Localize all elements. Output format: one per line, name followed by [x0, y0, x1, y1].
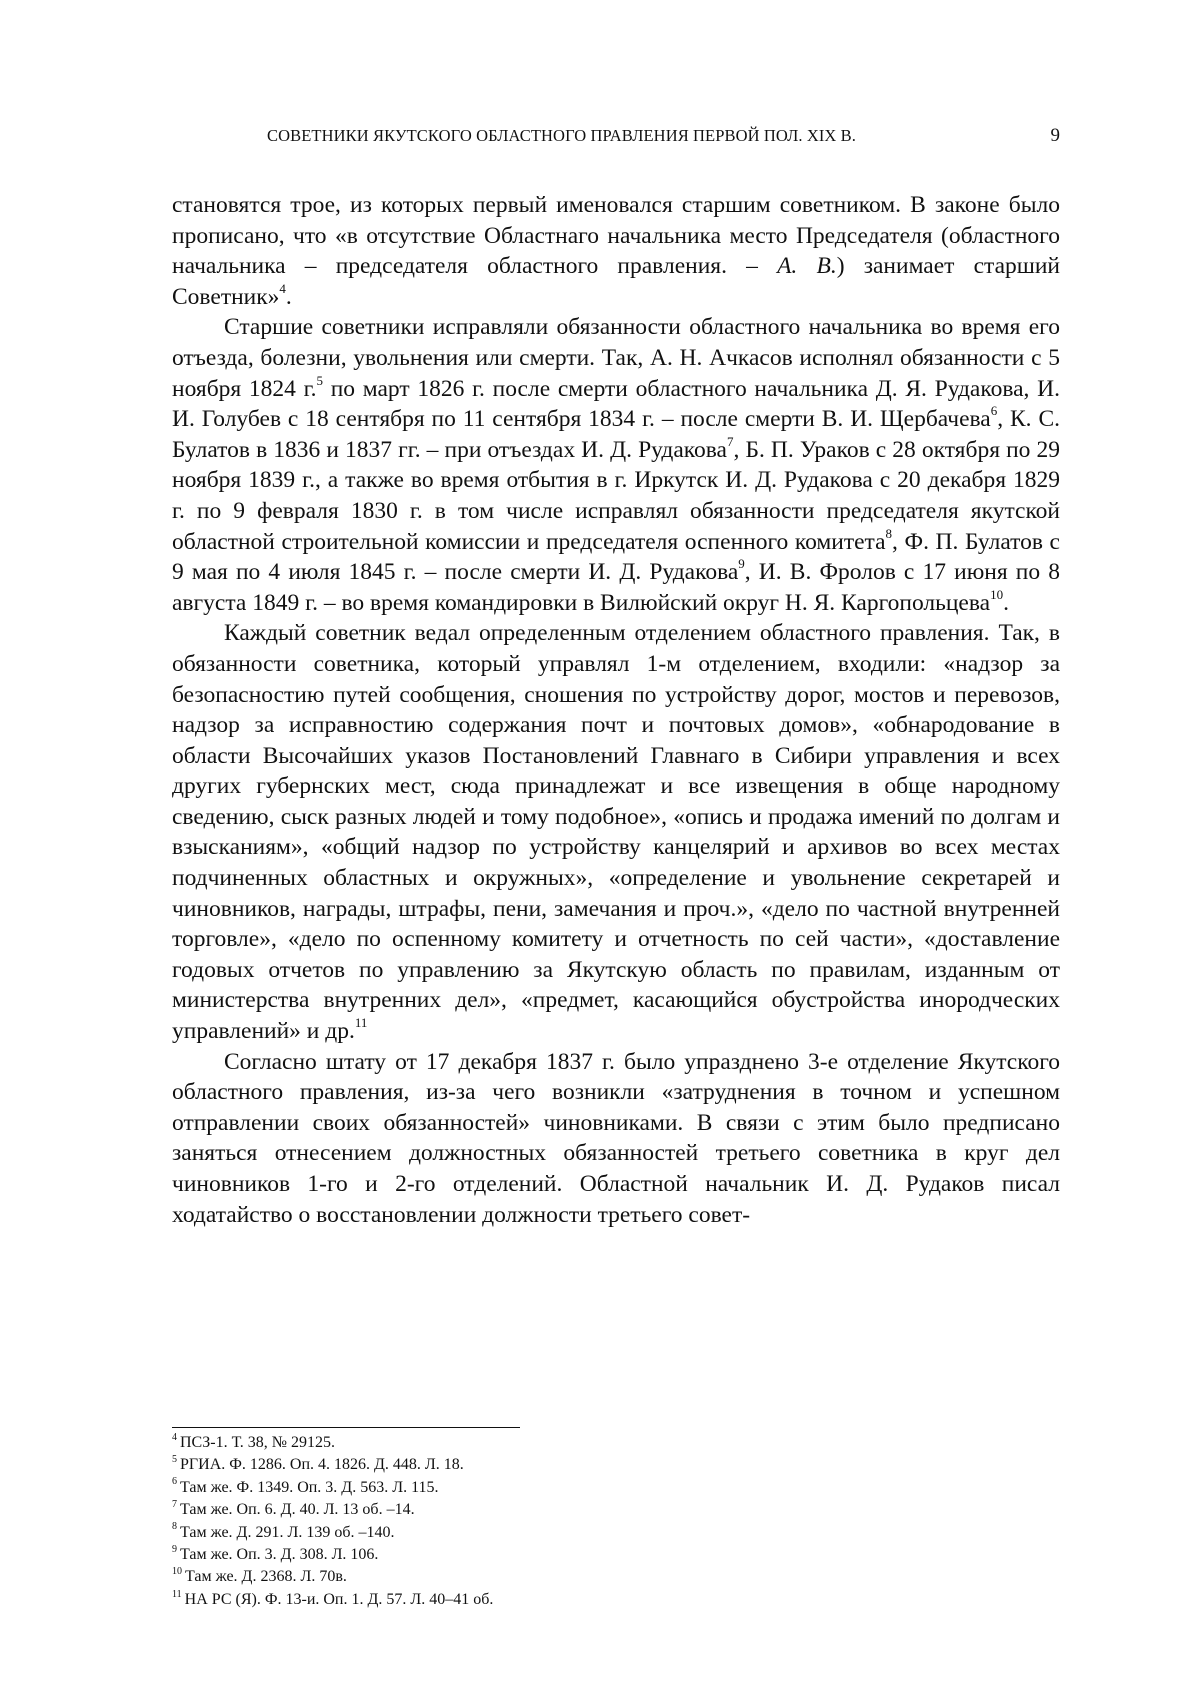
text-run: . [1003, 590, 1009, 616]
footnote-text: Там же. Оп. 3. Д. 308. Л. 106. [180, 1546, 378, 1563]
text-run: , Ф. П. Булатов с 9 мая по 4 июля 1845 г. – после смерти И. Д. Рудакова [172, 529, 1060, 586]
footnote-text: Там же. Оп. 6. Д. 40. Л. 13 об. –14. [180, 1501, 415, 1518]
document-page [0, 0, 1200, 1705]
text-run: Каждый советник ведал определенным отделением областного правления. Так, в обязанности советника, который управлял 1-м отделением, входили: «надзор за безопасностию путей сообщения, сношения по устройству дорог, мостов и перевозов, надзор за исправностию содержания почт и почтовых домов», «обнародование в области Высочайших указов Постановлений Главнаго в Сибири управления и всех других губернских мест, сюда принадлежат и все извещения в обще народному сведению, сыск разных людей и тому подобное», «опись и продажа имений по долгам и взысканиям», «общий надзор по устройству канцелярий и архивов во всех местах подчиненных областных и окружных», «определение и увольнение секретарей и чиновников, награды, штрафы, пени, замечания и проч.», «дело по частной внутренней торговле», «дело по оспенному комитету и отчетность по сей части», «доставление годовых отчетов по управлению за Якутскую область по правилам, изданным от министерства внутренних дел», «предмет, касающийся обустройства инородческих управлений» и др. [172, 620, 1060, 1044]
footnote-number: 6 [172, 1476, 177, 1487]
footnote-text: НА РС (Я). Ф. 13-и. Оп. 1. Д. 57. Л. 40–41 об. [185, 1591, 494, 1608]
footnote-number: 7 [172, 1499, 177, 1510]
footnote-text: РГИА. Ф. 1286. Оп. 4. 1826. Д. 448. Л. 18. [180, 1456, 464, 1473]
running-title: СОВЕТНИКИ ЯКУТСКОГО ОБЛАСТНОГО ПРАВЛЕНИЯ ПЕРВОЙ ПОЛ. XIX В. [267, 124, 856, 148]
footnote-5 [172, 1454, 1060, 1476]
paragraph-3 [172, 618, 1060, 1046]
paragraph-4 [172, 1047, 1060, 1231]
footnote-number: 11 [172, 1589, 182, 1600]
page-number: 9 [1051, 124, 1061, 148]
footnotes [172, 1432, 1060, 1611]
footnote-6 [172, 1477, 1060, 1499]
text-run: . [286, 284, 292, 310]
running-head [172, 124, 1060, 148]
text-run: , И. В. Фролов с 17 июня по 8 августа 1849 г. – во время командировки в Вилюйский округ Н. Я. Каргопольцева [172, 559, 1060, 616]
text-run: Старшие советники исправляли обязанности областного начальника во время его отъезда, болезни, увольнения или смерти. Так, А. Н. Ачкасов исполнял обязанности с 5 ноября 1824 г. [172, 314, 1060, 401]
text-run: по март 1826 г. после смерти областного начальника Д. Я. Рудакова, И. И. Голубев с 18 сентября по 11 сентября 1834 г. – после смерти В. И. Щербачева [172, 376, 1060, 433]
footnote-ref-6[interactable]: 6 [991, 403, 998, 418]
footnote-ref-4[interactable]: 4 [279, 281, 286, 296]
footnote-7 [172, 1499, 1060, 1521]
footnote-number: 4 [172, 1432, 177, 1443]
footnote-11 [172, 1589, 1060, 1611]
footnote-number: 10 [172, 1566, 182, 1577]
footnote-ref-5[interactable]: 5 [317, 373, 324, 388]
footnote-text: Там же. Д. 291. Л. 139 об. –140. [180, 1524, 394, 1541]
footnote-number: 9 [172, 1544, 177, 1555]
footnote-text: Там же. Ф. 1349. Оп. 3. Д. 563. Л. 115. [180, 1479, 438, 1496]
paragraph-2 [172, 312, 1060, 618]
footnote-8 [172, 1522, 1060, 1544]
footnote-ref-11[interactable]: 11 [355, 1015, 368, 1030]
main-text [172, 190, 1060, 1230]
footnote-10 [172, 1566, 1060, 1588]
text-run: Согласно штату от 17 декабря 1837 г. было упразднено 3-е отделение Якутского областного правления, из-за чего возникли «затруднения в точном и успешном отправлении своих обязанностей» чиновниками. В связи с этим было предписано заняться отнесением должностных обязанностей третьего советника в круг дел чиновников 1-го и 2-го отделений. Областной начальник И. Д. Рудаков писал ходатайство о восстановлении должности третьего совет- [172, 1049, 1060, 1228]
footnote-ref-9[interactable]: 9 [738, 556, 745, 571]
paragraph-1 [172, 190, 1060, 312]
footnote-separator [172, 1427, 520, 1428]
footnote-text: Там же. Д. 2368. Л. 70в. [185, 1568, 347, 1585]
text-run: , К. С. Булатов в 1836 и 1837 гг. – при отъездах И. Д. Рудакова [172, 406, 1060, 463]
footnote-ref-8[interactable]: 8 [886, 526, 893, 541]
footnote-4 [172, 1432, 1060, 1454]
author-initials: А. В. [777, 253, 837, 279]
footnote-9 [172, 1544, 1060, 1566]
text-run: ) занимает старший Советник» [172, 253, 1060, 310]
footnote-ref-10[interactable]: 10 [990, 587, 1003, 602]
footnote-text: ПСЗ-1. Т. 38, № 29125. [180, 1434, 335, 1451]
text-run: , Б. П. Ураков с 28 октября по 29 ноября 1839 г., а также во время отбытия в г. Иркутск И. Д. Рудакова с 20 декабря 1829 г. по 9 февраля 1830 г. в том числе исправлял обязанности председателя якутской областной строительной комиссии и председателя оспенного комитета [172, 437, 1060, 555]
footnote-number: 8 [172, 1521, 177, 1532]
footnote-number: 5 [172, 1454, 177, 1465]
footnote-ref-7[interactable]: 7 [727, 434, 734, 449]
text-run: становятся трое, из которых первый именовался старшим советником. В законе было прописано, что «в отсутствие Областнаго начальника место Председателя (областного начальника – председателя областного правления. – [172, 192, 1060, 279]
